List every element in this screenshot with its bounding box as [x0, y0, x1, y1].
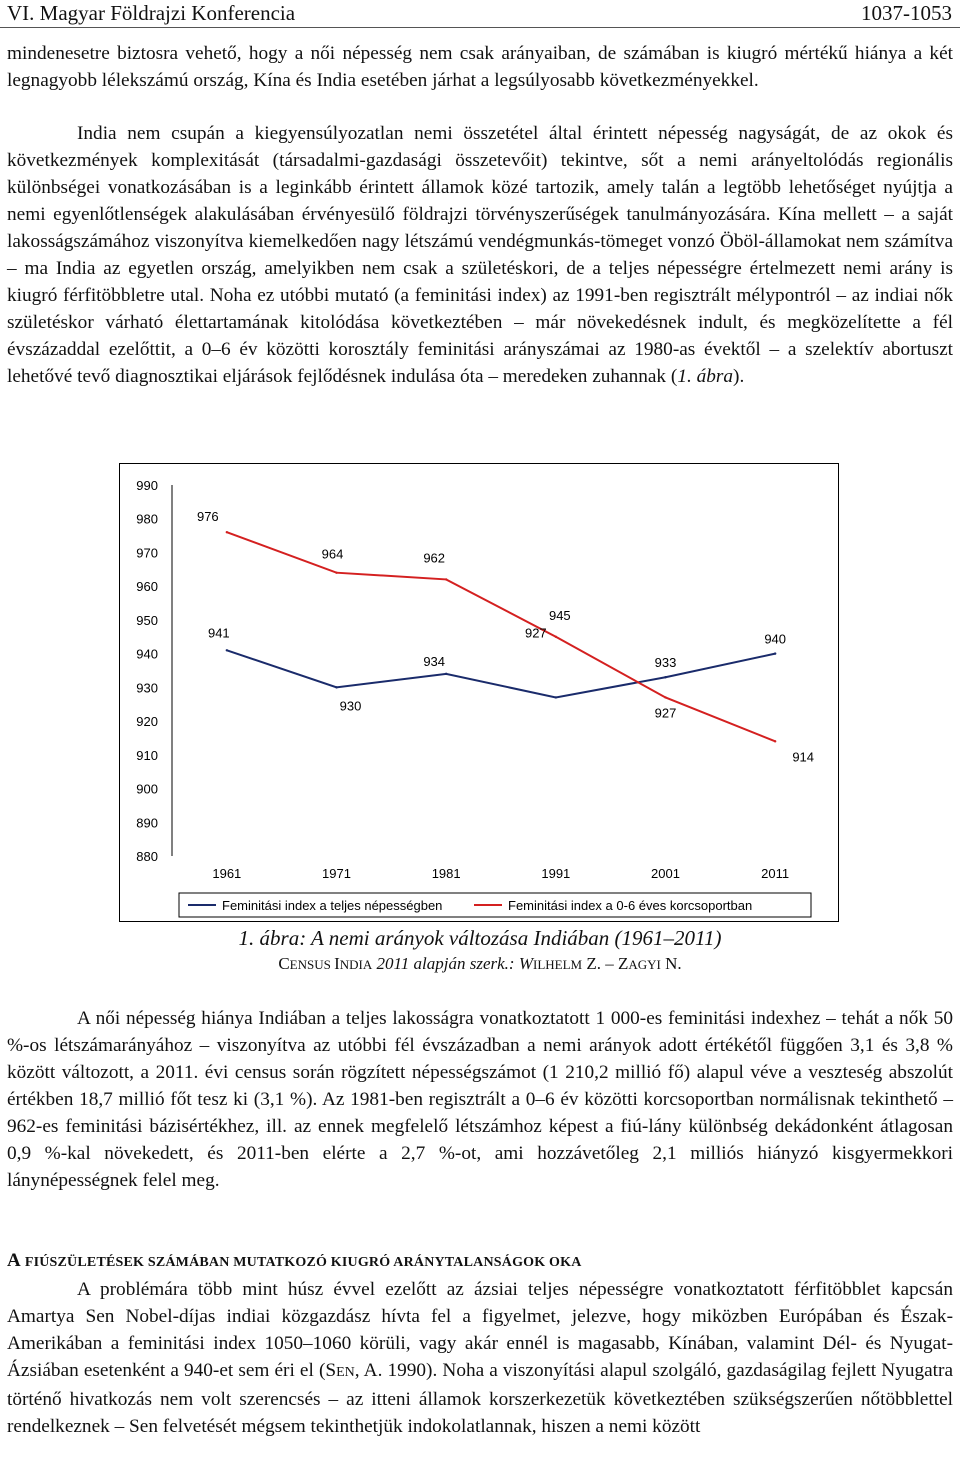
section-heading: A FIÚSZÜLETÉSEK SZÁMÁBAN MUTATKOZÓ KIUGRÓ ARÁNYTALANSÁGOK OKA	[7, 1250, 582, 1271]
series-line	[227, 532, 775, 741]
figure-caption: 1. ábra: A nemi arányok változása Indiában (1961–2011)	[238, 926, 722, 950]
data-label: 934	[423, 653, 446, 669]
paragraph-2-end: ).	[733, 366, 745, 387]
y-tick-label: 960	[136, 579, 158, 595]
data-point	[664, 676, 666, 678]
data-point	[335, 686, 337, 688]
data-point	[226, 531, 228, 533]
y-tick-label: 980	[136, 511, 158, 527]
paragraph-3: A női népesség hiánya Indiában a teljes lakosságra vonatkoztatott 1 000-es feminitási indexhez – tehát a nők 50 %-os létszámarányához – viszonyítva az utóbbi fél évszázadban a nemi arányok adott értékétől függően 3,1 és 3,8 % között változott, a 2011. évi census során rögzített népességszámot (1 210,2 millió fő) alapul véve a veszteség abszolút értékben 18,7 millió főt tesz ki (3,1 %). Az 1981-ben regisztrált a 0–6 év közötti korcsoportban normálisnak tekinthető – 962-es feminitási bázisértékhez, ill. az ennek megfelelő létszámhoz képest a fiú-lány különbség dekádonként átlagosan 0,9 %-kal növekedett, és 2011-ben elérte a 2,7 %-ot, ami hozzávetőleg 2,1 milliós hiányzó kisgyermekkori lánynépességnek felel meg.	[7, 1008, 953, 1191]
y-tick-label: 880	[136, 849, 158, 864]
data-point	[226, 649, 228, 651]
x-tick-label: 1961	[212, 866, 242, 881]
data-point	[555, 636, 557, 638]
running-header	[0, 0, 960, 28]
sex-ratio-chart	[119, 463, 839, 922]
data-point	[335, 571, 337, 573]
y-tick-label: 920	[136, 714, 158, 730]
data-label: 914	[792, 749, 815, 765]
legend-label: Feminitási index a 0-6 éves korcsoportban	[508, 898, 753, 913]
y-tick-label: 890	[136, 815, 158, 831]
data-point	[445, 578, 447, 580]
data-label: 933	[654, 655, 677, 671]
data-point	[774, 740, 776, 742]
paragraph-1: mindenesetre biztosra vehető, hogy a női népesség nem csak arányaiban, de számában is kiugró mértékű hiánya a két legnagyobb lélekszámú ország, Kína és India esetében járhat a legsúlyosabb következményekkel.	[7, 43, 953, 91]
data-label: 927	[524, 625, 547, 641]
paragraph-2	[7, 120, 953, 390]
x-tick-label: 2011	[761, 866, 790, 881]
figure-source: CENSUS INDIA 2011 alapján szerk.: WILHELM Z. – ZAGYI N.	[278, 954, 682, 973]
paragraph-4: A problémára több mint húsz évvel ezelőtt az ázsiai teljes népességre vonatkoztatott férfitöbblet kapcsán Amartya Sen Nobel-díjas indiai közgazdász hívta fel a figyelmet, jelezve, hogy miközben Európában és Észak-Amerikában a feminitási index 1050–1060 körüli, vagy akár ennél is magasabb, Kínában, valamint Dél- és Nyugat-Ázsiában esetenként a 940-et sem éri el (SEN, A. 1990). Noha a viszonyítási alapul szolgáló, gazdaságilag fejlett Nyugatra történő hivatkozás nem volt szerencsés – az itteni államok korszerkezetük következtében szükségszerűen nőtöbblettel rendelkeznek – Sen felvetését mégsem tekinthetjük indokolatlannak, hiszen a nemi között	[7, 1279, 954, 1437]
data-label: 930	[339, 698, 362, 714]
data-label: 962	[423, 550, 446, 566]
chart-canvas	[120, 464, 838, 921]
data-point	[774, 652, 776, 654]
x-tick-label: 1991	[541, 866, 571, 881]
x-tick-label: 2001	[651, 866, 680, 881]
page-range: 1037-1053	[861, 1, 952, 25]
data-label: 941	[207, 625, 230, 641]
y-tick-label: 940	[136, 646, 158, 662]
data-label: 945	[548, 607, 571, 623]
data-label: 976	[196, 509, 219, 525]
legend-label: Feminitási index a teljes népességben	[222, 898, 443, 913]
data-point	[664, 696, 666, 698]
y-tick-label: 900	[136, 781, 158, 797]
series-line	[227, 650, 775, 697]
paragraph-2-text: India nem csupán a kiegyensúlyozatlan nemi összetétel által érintett népesség nagyságát, de az okok és következmények komplexitását (társadalmi-gazdasági összetevőit) tekintve, sőt a nemi arányeltolódás regionális különbségei vonatkozásában is a leginkább érintett államok közé tartozik, amely talán a legtöbb lehetőséget nyújtja a nemi egyenlőtlenségek alakulásában érvényesülő földrajzi törvényszerűségek tanulmányozására. Kína mellett – a saját lakosságszámához viszonyítva kiemelkedően nagy létszámú vendégmunkás-tömeget vonzó Öböl-államokat nem számítva – ma India az egyetlen ország, amelyikben nem csak a születéskori, de a teljes népességre értelmezett nemi arány is kiugró férfitöbbletre utal. Noha ez utóbbi mutató (a feminitási index) az 1991-ben regisztrált mélypontról – az indiai nők születéskor várható élettartamának kitolódása következtében – már növekedésnek indult, és megközelítette a fél évszázaddal ezelőttit, a 0–6 év közötti korosztály feminitási arányszámai az 1980-as évektől – a szelektív abortuszt lehetővé tevő diagnosztikai eljárások fejlődésnek indulása óta – meredeken zuhannak (	[7, 123, 953, 387]
x-tick-label: 1971	[322, 866, 351, 881]
x-tick-label: 1981	[431, 866, 461, 881]
y-tick-label: 970	[136, 545, 158, 561]
data-point	[555, 696, 557, 698]
data-label: 927	[654, 705, 677, 721]
y-tick-label: 950	[136, 612, 158, 628]
conference-title: VI. Magyar Földrajzi Konferencia	[7, 1, 296, 25]
data-label: 940	[764, 631, 787, 647]
y-tick-label: 910	[136, 747, 158, 763]
data-point	[445, 673, 447, 675]
y-tick-label: 990	[136, 478, 158, 493]
y-tick-label: 930	[136, 680, 158, 696]
data-label: 964	[321, 546, 344, 562]
figure-reference: 1. ábra	[677, 366, 734, 387]
